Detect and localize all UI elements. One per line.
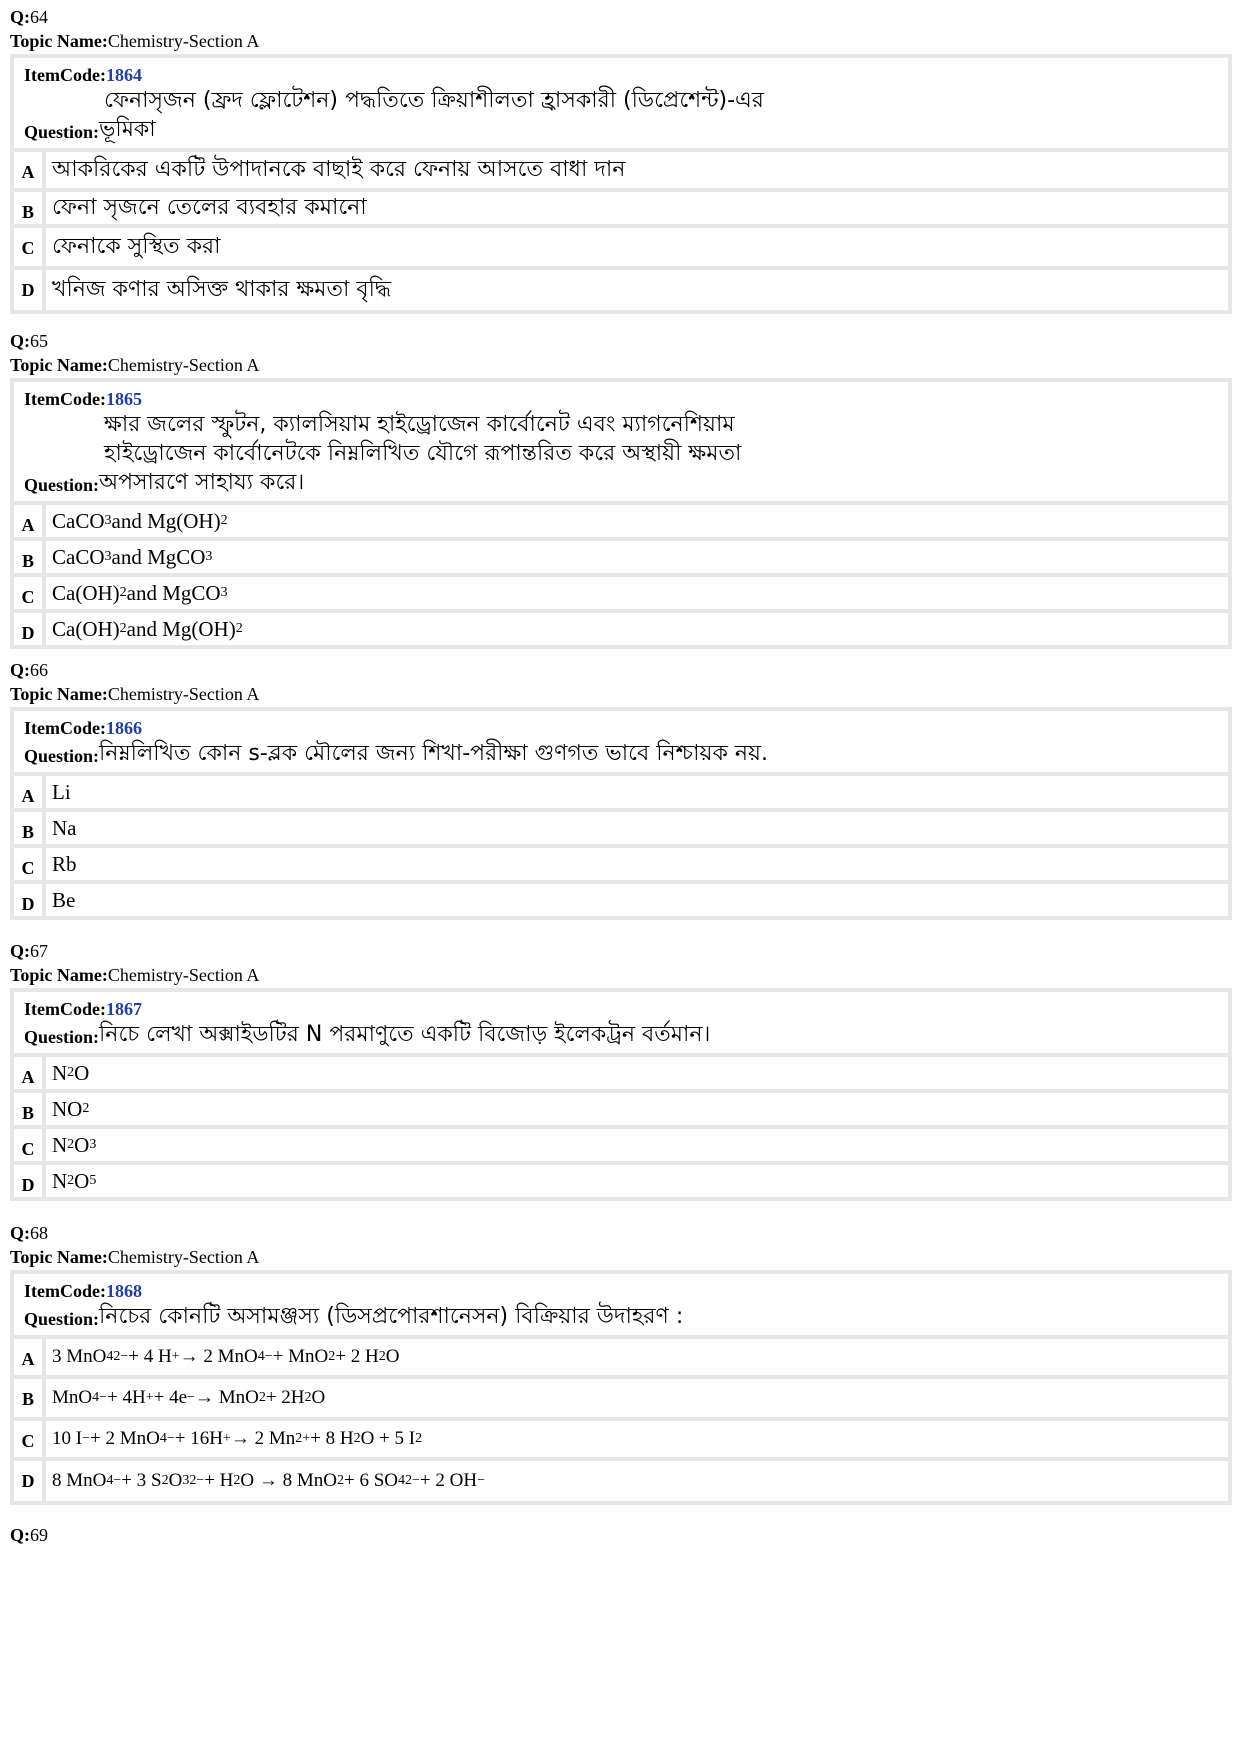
option-letter: C bbox=[14, 1421, 42, 1457]
question-row bbox=[24, 1302, 1218, 1331]
option-text: MnO 4 − + 4H + + 4e − → MnO 2 + 2H 2 O bbox=[46, 1379, 1228, 1417]
question-number-value: 67 bbox=[30, 941, 48, 961]
question-text-last-line: ভূমিকা bbox=[99, 117, 156, 142]
question-prefix: Q: bbox=[10, 331, 30, 351]
question-block bbox=[10, 1222, 1232, 1505]
question-number-value: 65 bbox=[30, 331, 48, 351]
item-code bbox=[24, 388, 1218, 410]
option-text: N 2 O bbox=[46, 1057, 1228, 1089]
option-text: খনিজ কণার অসিক্ত থাকার ক্ষমতা বৃদ্ধি bbox=[46, 270, 1228, 310]
option-d[interactable] bbox=[14, 1165, 1228, 1197]
item-code bbox=[24, 1280, 1218, 1302]
next-question-block bbox=[10, 1524, 1232, 1548]
option-d[interactable] bbox=[14, 613, 1228, 645]
question-prefix: Q: bbox=[10, 7, 30, 27]
question-label: Question: bbox=[24, 1309, 100, 1329]
option-text: আকরিকের একটি উপাদানকে বাছাই করে ফেনায় আসতে বাধা দান bbox=[46, 152, 1228, 188]
option-b[interactable] bbox=[14, 1093, 1228, 1125]
option-letter: A bbox=[14, 152, 42, 188]
question-row bbox=[24, 468, 1218, 497]
question-box bbox=[10, 1270, 1232, 1505]
item-code-label: ItemCode: bbox=[24, 999, 106, 1019]
item-code-label: ItemCode: bbox=[24, 65, 106, 85]
topic-label: Topic Name: bbox=[10, 31, 108, 51]
option-text: 8 MnO 4 − + 3 S 2 O 3 2− + H 2 O → 8 MnO 2 + 6 SO 4 2− + 2 OH − bbox=[46, 1461, 1228, 1501]
question-text-last-line: অপসারণে সাহায্য করে। bbox=[99, 470, 305, 495]
option-letter: C bbox=[14, 228, 42, 266]
topic-name bbox=[10, 354, 1232, 378]
question-row bbox=[24, 115, 1218, 144]
question-cell bbox=[14, 1274, 1228, 1335]
option-letter: D bbox=[14, 270, 42, 310]
question-number bbox=[10, 940, 1232, 964]
option-text: CaCO 3 and Mg(OH) 2 bbox=[46, 505, 1228, 537]
item-code-label: ItemCode: bbox=[24, 718, 106, 738]
option-letter: D bbox=[14, 613, 42, 645]
topic-value: Chemistry-Section A bbox=[107, 684, 260, 704]
question-block bbox=[10, 940, 1232, 1201]
option-letter: B bbox=[14, 541, 42, 573]
option-letter: A bbox=[14, 505, 42, 537]
option-letter: B bbox=[14, 1093, 42, 1125]
option-letter: D bbox=[14, 1165, 42, 1197]
topic-label: Topic Name: bbox=[10, 965, 108, 985]
option-c[interactable] bbox=[14, 848, 1228, 880]
question-text: নিম্নলিখিত কোন s-ব্লক মৌলের জন্য শিখা-পরীক্ষা গুণগত ভাবে নিশ্চায়ক নয়. bbox=[99, 741, 768, 766]
question-label: Question: bbox=[24, 122, 100, 142]
option-letter: B bbox=[14, 1379, 42, 1417]
question-prefix: Q: bbox=[10, 1525, 30, 1545]
topic-label: Topic Name: bbox=[10, 1247, 108, 1267]
option-a[interactable] bbox=[14, 152, 1228, 188]
option-d[interactable] bbox=[14, 270, 1228, 310]
option-letter: A bbox=[14, 1339, 42, 1375]
question-label: Question: bbox=[24, 1027, 100, 1047]
option-letter: D bbox=[14, 1461, 42, 1501]
question-row bbox=[24, 1020, 1218, 1049]
option-letter: A bbox=[14, 776, 42, 808]
option-letter: C bbox=[14, 1129, 42, 1161]
item-code-value: 1867 bbox=[105, 999, 142, 1019]
question-number bbox=[10, 1222, 1232, 1246]
question-box bbox=[10, 54, 1232, 314]
item-code bbox=[24, 717, 1218, 739]
option-text: 3 MnO 4 2− + 4 H + → 2 MnO 4 − + MnO 2 + 2 H 2 O bbox=[46, 1339, 1228, 1375]
option-b[interactable] bbox=[14, 812, 1228, 844]
item-code-value: 1865 bbox=[105, 389, 142, 409]
option-c[interactable] bbox=[14, 1129, 1228, 1161]
option-a[interactable] bbox=[14, 776, 1228, 808]
question-label: Question: bbox=[24, 475, 100, 495]
option-text: Rb bbox=[46, 848, 1228, 880]
option-c[interactable] bbox=[14, 228, 1228, 266]
topic-value: Chemistry-Section A bbox=[107, 965, 260, 985]
option-d[interactable] bbox=[14, 1461, 1228, 1501]
option-b[interactable] bbox=[14, 541, 1228, 573]
option-c[interactable] bbox=[14, 1421, 1228, 1457]
option-letter: B bbox=[14, 812, 42, 844]
option-text: ফেনা সৃজনে তেলের ব্যবহার কমানো bbox=[46, 192, 1228, 224]
topic-label: Topic Name: bbox=[10, 355, 108, 375]
option-text: Ca(OH) 2 and MgCO 3 bbox=[46, 577, 1228, 609]
question-prefix: Q: bbox=[10, 660, 30, 680]
question-cell bbox=[14, 992, 1228, 1053]
item-code-label: ItemCode: bbox=[24, 389, 106, 409]
option-letter: D bbox=[14, 884, 42, 916]
question-label: Question: bbox=[24, 746, 100, 766]
topic-name bbox=[10, 683, 1232, 707]
option-d[interactable] bbox=[14, 884, 1228, 916]
question-number bbox=[10, 330, 1232, 354]
question-row bbox=[24, 739, 1218, 768]
option-letter: B bbox=[14, 192, 42, 224]
question-text: ফেনাসৃজন (ফ্রদ ফ্লোটেশন) পদ্ধতিতে ক্রিয়াশীলতা হ্রাসকারী (ডিপ্রেশেন্ট)-এর bbox=[104, 88, 764, 113]
question-number bbox=[10, 659, 1232, 683]
option-text: NO 2 bbox=[46, 1093, 1228, 1125]
option-text: CaCO 3 and MgCO 3 bbox=[46, 541, 1228, 573]
question-prefix: Q: bbox=[10, 941, 30, 961]
option-text: N 2 O 5 bbox=[46, 1165, 1228, 1197]
question-cell bbox=[14, 58, 1228, 148]
option-b[interactable] bbox=[14, 192, 1228, 224]
option-a[interactable] bbox=[14, 1339, 1228, 1375]
option-text: Li bbox=[46, 776, 1228, 808]
option-letter: A bbox=[14, 1057, 42, 1089]
question-text: নিচের কোনটি অসামঞ্জস্য (ডিসপ্রপোরশানেসন) বিক্রিয়ার উদাহরণ : bbox=[99, 1304, 684, 1329]
question-box bbox=[10, 378, 1232, 649]
question-text: ক্ষার জলের স্ফুটন, ক্যালসিয়াম হাইড্রোজেন কার্বোনেট এবং ম্যাগনেশিয়াম হাইড্রোজেন কার্বোনেটকে নিম্নলিখিত যৌগে রূপান্তরিত করে অস্থায়ী ক্ষমতা bbox=[104, 412, 742, 466]
question-number bbox=[10, 1524, 1232, 1548]
topic-value: Chemistry-Section A bbox=[107, 355, 260, 375]
question-number-value: 69 bbox=[30, 1525, 48, 1545]
option-letter: C bbox=[14, 848, 42, 880]
question-block bbox=[10, 659, 1232, 920]
option-text: Na bbox=[46, 812, 1228, 844]
item-code bbox=[24, 998, 1218, 1020]
question-number-value: 64 bbox=[30, 7, 48, 27]
topic-name bbox=[10, 1246, 1232, 1270]
topic-label: Topic Name: bbox=[10, 684, 108, 704]
question-number-value: 66 bbox=[30, 660, 48, 680]
topic-name bbox=[10, 964, 1232, 988]
option-a[interactable] bbox=[14, 505, 1228, 537]
question-number bbox=[10, 6, 1232, 30]
question-text: নিচে লেখা অক্সাইডটির N পরমাণুতে একটি বিজোড় ইলেকট্রন বর্তমান। bbox=[99, 1022, 711, 1047]
topic-value: Chemistry-Section A bbox=[107, 31, 260, 51]
question-block bbox=[10, 6, 1232, 314]
topic-value: Chemistry-Section A bbox=[107, 1247, 260, 1267]
question-box bbox=[10, 988, 1232, 1201]
option-text: N 2 O 3 bbox=[46, 1129, 1228, 1161]
question-number-value: 68 bbox=[30, 1223, 48, 1243]
item-code-value: 1868 bbox=[105, 1281, 142, 1301]
question-prefix: Q: bbox=[10, 1223, 30, 1243]
item-code-value: 1866 bbox=[105, 718, 142, 738]
option-a[interactable] bbox=[14, 1057, 1228, 1089]
question-cell bbox=[14, 711, 1228, 772]
option-text: Ca(OH) 2 and Mg(OH) 2 bbox=[46, 613, 1228, 645]
option-letter: C bbox=[14, 577, 42, 609]
option-c[interactable] bbox=[14, 577, 1228, 609]
question-box bbox=[10, 707, 1232, 920]
option-text: Be bbox=[46, 884, 1228, 916]
option-text: ফেনাকে সুস্থিত করা bbox=[46, 228, 1228, 266]
item-code-value: 1864 bbox=[105, 65, 142, 85]
item-code-label: ItemCode: bbox=[24, 1281, 106, 1301]
item-code bbox=[24, 64, 1218, 86]
question-block bbox=[10, 330, 1232, 649]
option-text: 10 I − + 2 MnO 4 − + 16H + → 2 Mn 2 + + 8 H 2 O + 5 I 2 bbox=[46, 1421, 1228, 1457]
option-b[interactable] bbox=[14, 1379, 1228, 1417]
topic-name bbox=[10, 30, 1232, 54]
question-cell bbox=[14, 382, 1228, 501]
